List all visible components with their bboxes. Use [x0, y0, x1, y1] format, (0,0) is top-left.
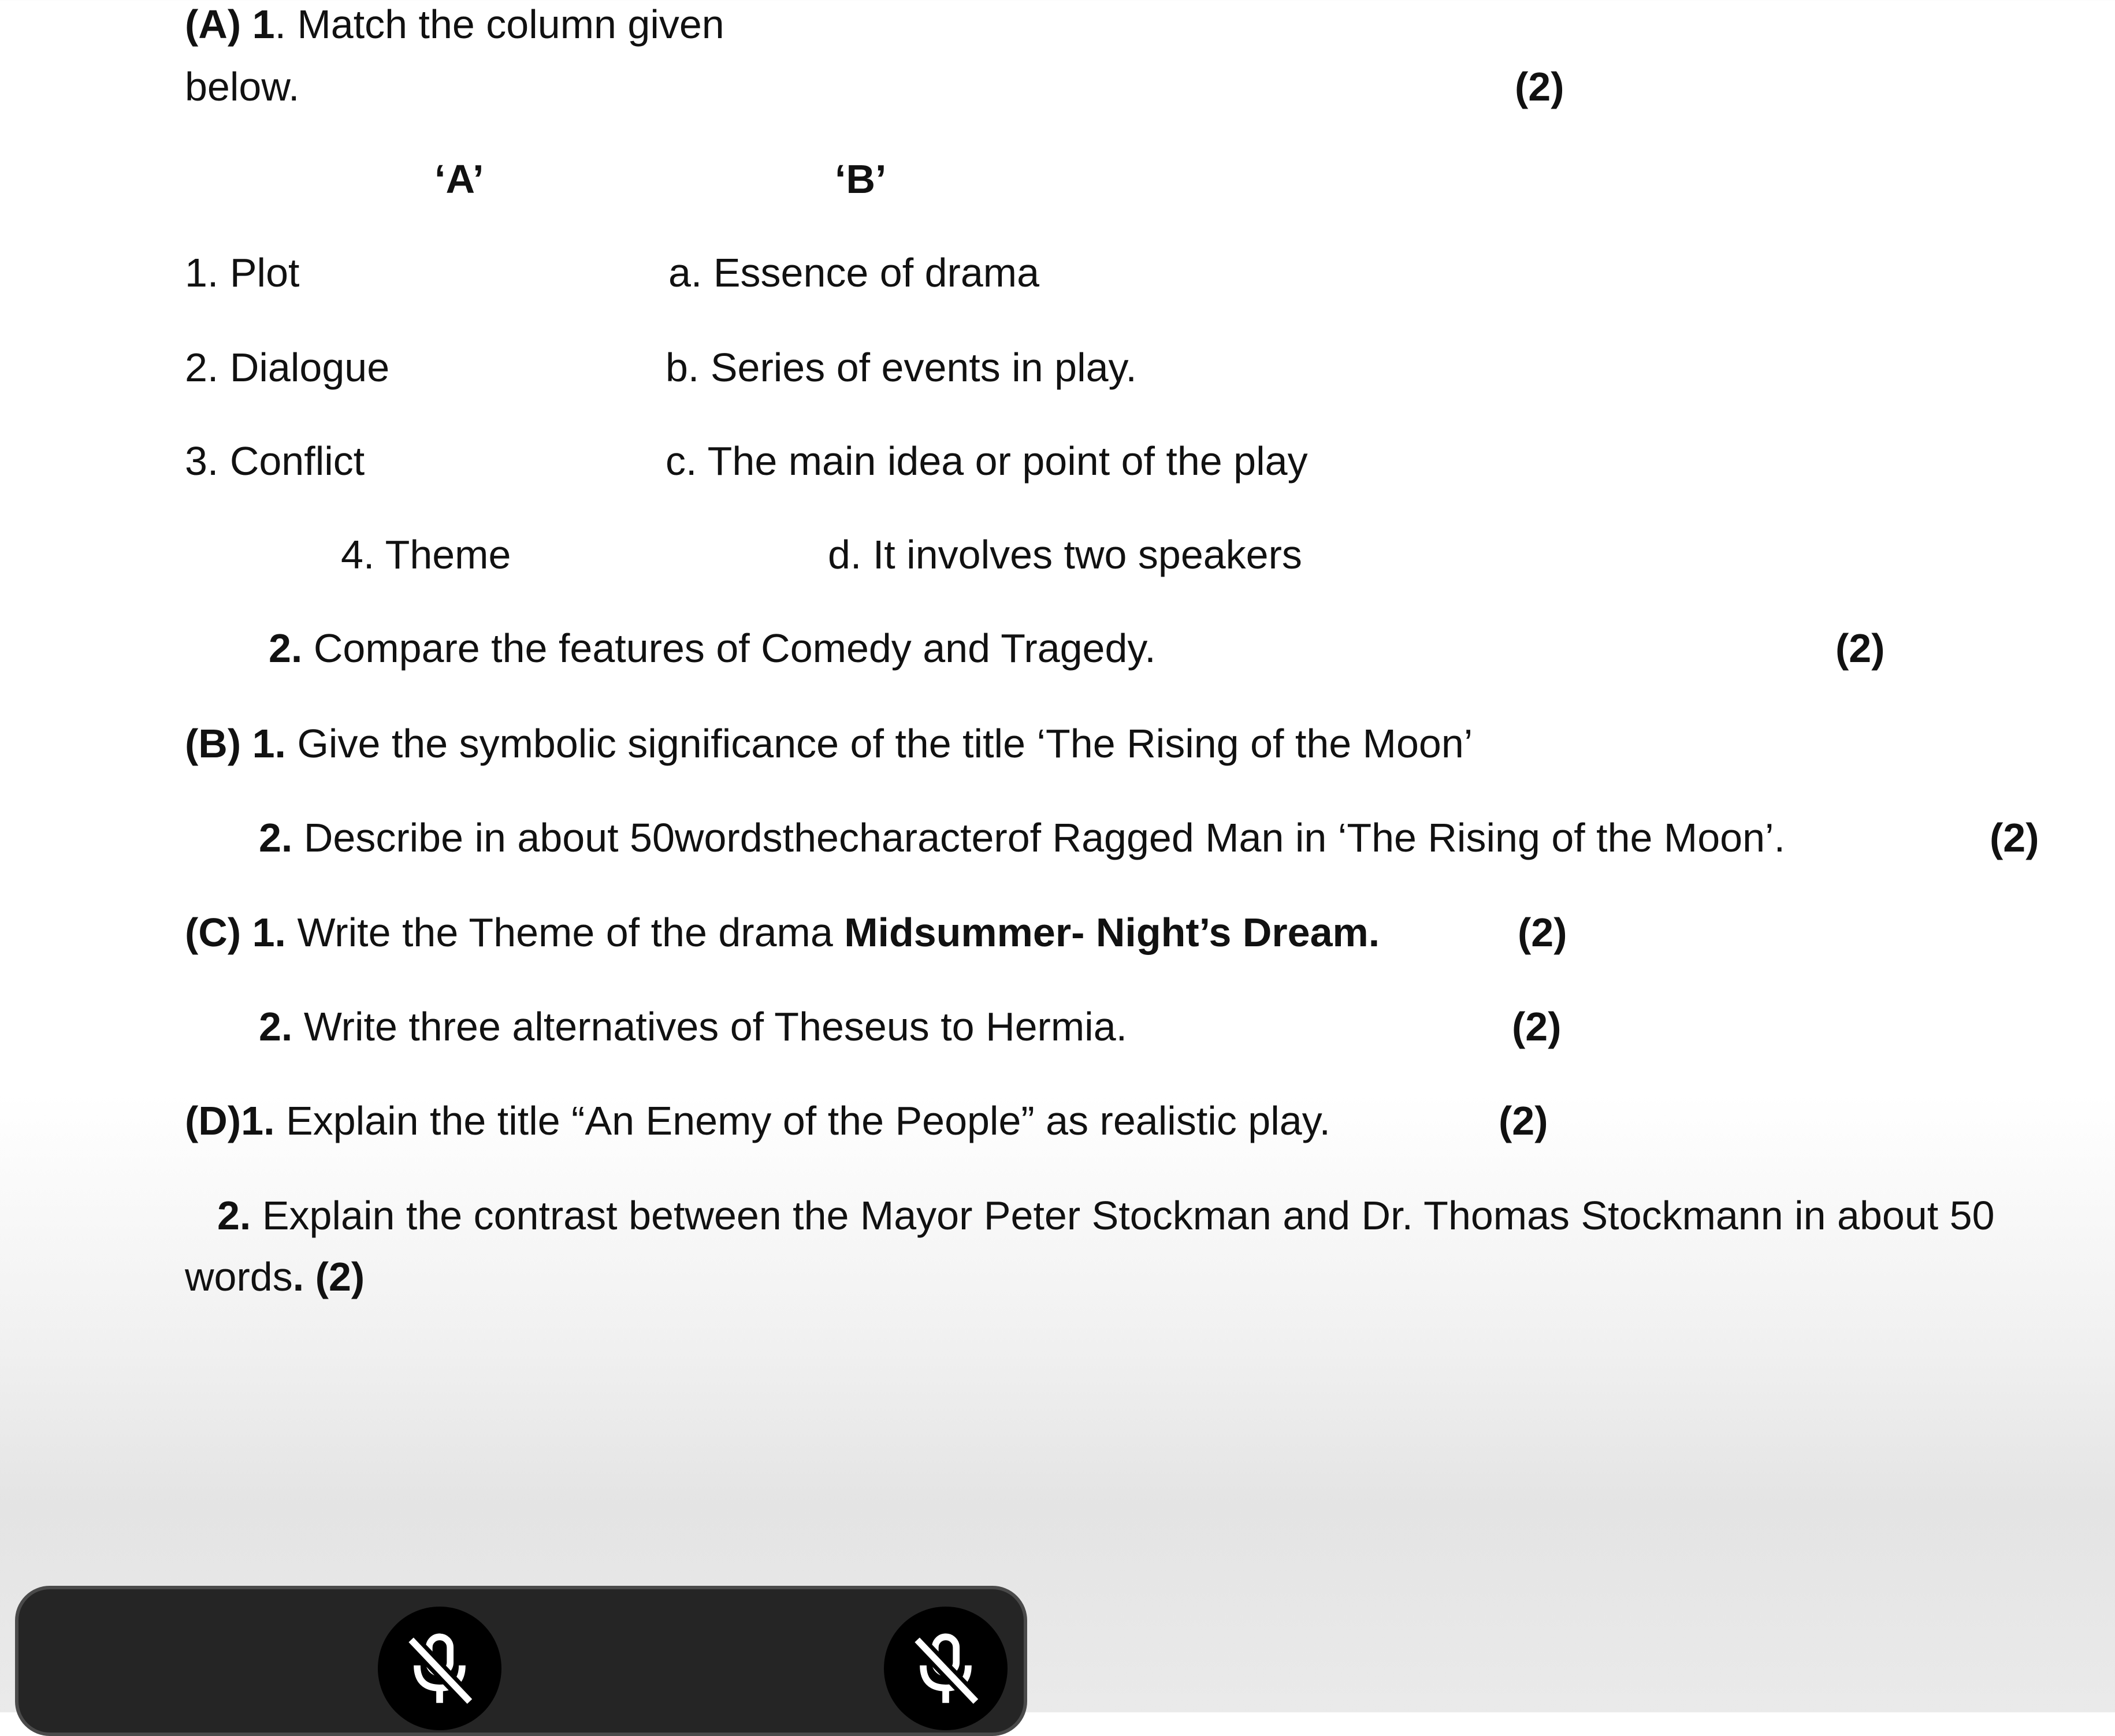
- drama-title: Midsummer- Night’s Dream.: [844, 910, 1380, 955]
- marks-badge: (2): [1990, 815, 2039, 860]
- section-b-question-2: [259, 813, 1785, 862]
- marks-badge: (2): [1499, 1098, 1548, 1143]
- column-a-header: ‘A’: [434, 157, 484, 202]
- marks-badge: (2): [1512, 1004, 1562, 1049]
- column-b-item: c. The main idea or point of the play: [666, 438, 1308, 484]
- question-text: Write the Theme of the drama: [286, 910, 845, 955]
- column-b-item: d. It involves two speakers: [828, 532, 1302, 577]
- marks-badge: (2): [1518, 910, 1567, 955]
- question-text: Explain the title “An Enemy of the People” as realistic play.: [274, 1098, 1330, 1143]
- marks-badge: . (2): [292, 1254, 365, 1299]
- question-number: 2.: [269, 626, 303, 671]
- section-d-question-1: [185, 1096, 1330, 1145]
- question-label: (A) 1: [185, 2, 275, 47]
- section-b-question-1: [185, 719, 1473, 768]
- question-text: . Match the column given: [274, 2, 724, 47]
- question-label: (B) 1.: [185, 721, 286, 766]
- column-b-header: ‘B’: [835, 157, 887, 202]
- column-a-item: 1. Plot: [185, 250, 300, 295]
- column-a-item: 4. Theme: [341, 532, 511, 577]
- section-c-question-2: [259, 1002, 1127, 1051]
- question-label: (C) 1.: [185, 910, 286, 955]
- mute-microphone-button[interactable]: [378, 1607, 501, 1730]
- call-controls-bar: [15, 1586, 1027, 1736]
- question-number: 2.: [259, 1004, 293, 1049]
- section-a-question-1: [185, 0, 724, 49]
- section-d-question-2-continuation: [185, 1252, 365, 1301]
- question-text: words: [185, 1254, 293, 1299]
- microphone-muted-icon: [908, 1631, 983, 1706]
- question-text: Compare the features of Comedy and Tragedy.: [302, 626, 1156, 671]
- question-text: Describe in about 50wordsthecharacterof Ragged Man in ‘The Rising of the Moon’.: [292, 815, 1786, 860]
- section-c-question-1: [185, 908, 1380, 957]
- column-b-item: a. Essence of drama: [668, 250, 1039, 295]
- question-text: Write three alternatives of Theseus to Hermia.: [292, 1004, 1128, 1049]
- question-text: Give the symbolic significance of the title ‘The Rising of the Moon’: [286, 721, 1473, 766]
- marks-badge: (2): [1835, 626, 1885, 671]
- section-a-question-2: [269, 624, 1156, 672]
- microphone-muted-icon: [402, 1631, 477, 1706]
- column-a-item: 2. Dialogue: [185, 345, 390, 390]
- section-d-question-2: [217, 1191, 1995, 1240]
- question-text: Explain the contrast between the Mayor Peter Stockman and Dr. Thomas Stockmann in about 50: [251, 1193, 1995, 1238]
- question-number: 2.: [259, 815, 293, 860]
- column-b-item: b. Series of events in play.: [666, 345, 1137, 390]
- marks-badge: (2): [1515, 64, 1564, 109]
- question-number: 2.: [217, 1193, 251, 1238]
- column-a-item: 3. Conflict: [185, 438, 365, 484]
- section-a-question-1-continuation: below.: [185, 64, 300, 109]
- mute-microphone-button[interactable]: [884, 1607, 1008, 1730]
- question-label: (D)1.: [185, 1098, 275, 1143]
